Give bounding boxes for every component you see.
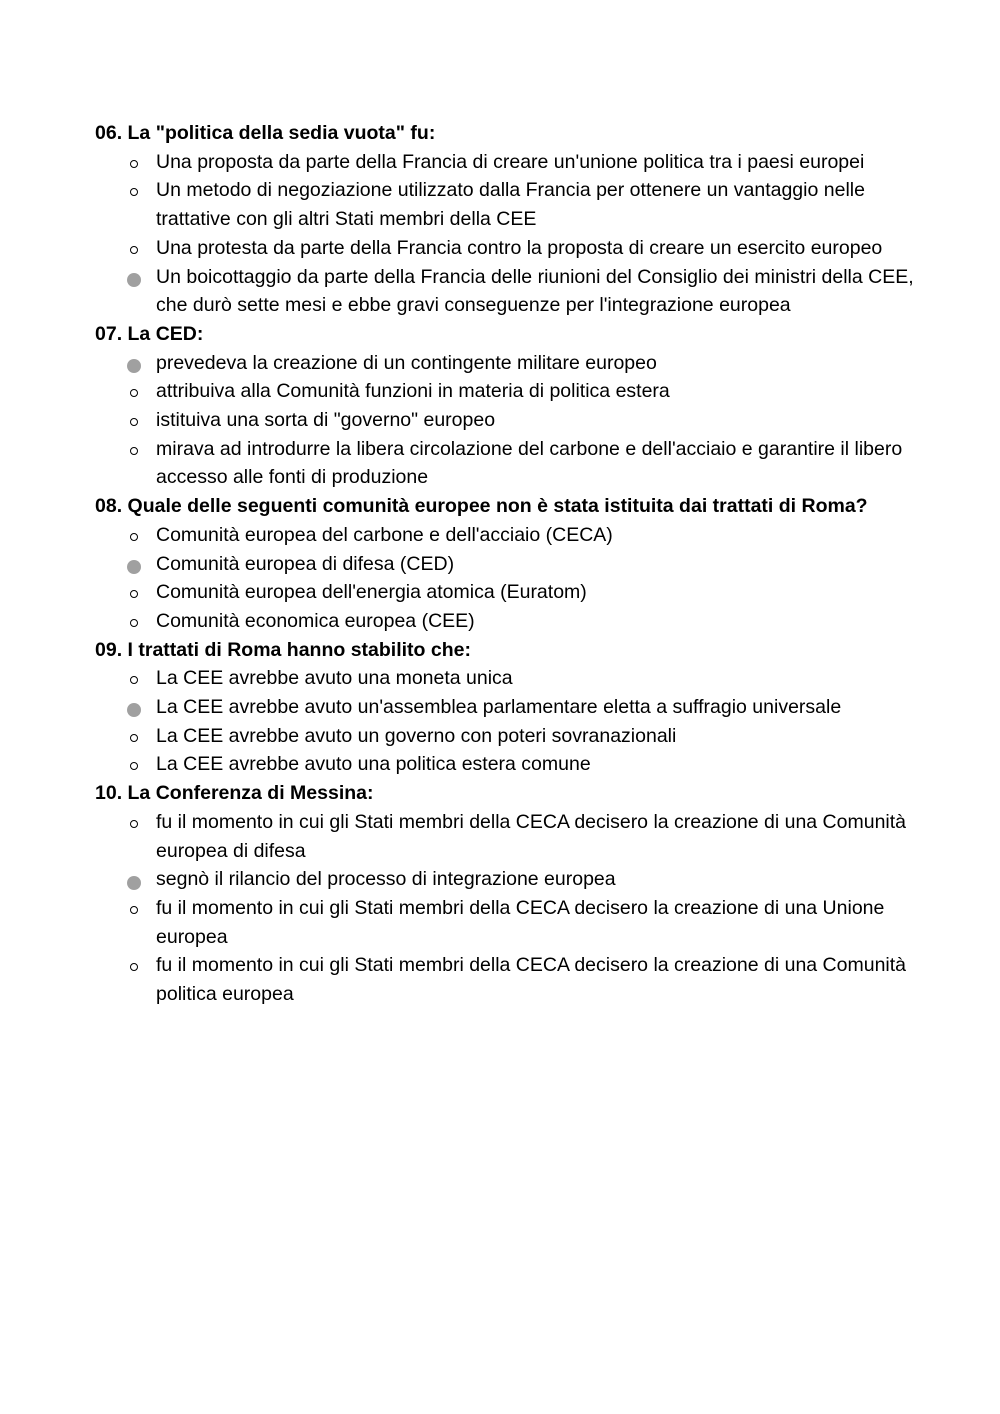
answer-option[interactable] [156,808,935,865]
radio-unselected-icon[interactable] [127,406,141,435]
radio-selected-icon[interactable] [127,693,141,722]
radio-unselected-icon[interactable] [127,722,141,751]
question-08 [95,492,935,636]
question-title: 07. La CED: [95,322,204,345]
radio-unselected-icon[interactable] [127,578,141,607]
answer-option-text: attribuiva alla Comunità funzioni in materia di politica estera [156,380,670,403]
options-list [95,808,935,1009]
answer-option-selected[interactable] [156,263,935,320]
radio-unselected-icon[interactable] [127,234,141,263]
answer-option-text: mirava ad introdurre la libera circolazione del carbone e dell'acciaio e garantire il libero accesso alle fonti di produzione [156,437,903,489]
answer-option-text: La CEE avrebbe avuto un'assemblea parlamentare eletta a suffragio universale [156,696,842,719]
answer-option-text: fu il momento in cui gli Stati membri della CECA decisero la creazione di una Comunità politica europea [156,954,907,1006]
answer-option-text: Una protesta da parte della Francia contro la proposta di creare un esercito europeo [156,236,883,259]
answer-option-text: La CEE avrebbe avuto una moneta unica [156,667,513,690]
answer-option[interactable] [156,722,935,751]
answer-option-text: istituiva una sorta di "governo" europeo [156,409,496,432]
radio-unselected-icon[interactable] [127,750,141,779]
answer-option[interactable] [156,750,935,779]
answer-option[interactable] [156,234,935,263]
answer-option-text: fu il momento in cui gli Stati membri della CECA decisero la creazione di una Unione europea [156,896,885,948]
answer-option[interactable] [156,894,935,951]
radio-unselected-icon[interactable] [127,176,141,205]
answer-option[interactable] [156,664,935,693]
answer-option-text: Un metodo di negoziazione utilizzato dalla Francia per ottenere un vantaggio nelle trattative con gli altri Stati membri della CEE [156,179,865,231]
answer-option-text: La CEE avrebbe avuto un governo con poteri sovranazionali [156,724,677,747]
answer-option[interactable] [156,521,935,550]
answer-option[interactable] [156,435,935,492]
radio-unselected-icon[interactable] [127,148,141,177]
answer-option-text: Comunità europea dell'energia atomica (Euratom) [156,581,587,604]
radio-unselected-icon[interactable] [127,894,141,923]
quiz-page [95,119,935,1009]
answer-option-selected[interactable] [156,865,935,894]
answer-option[interactable] [156,377,935,406]
options-list [95,148,935,320]
answer-option-text: fu il momento in cui gli Stati membri della CECA decisero la creazione di una Comunità europea di difesa [156,810,907,862]
radio-unselected-icon[interactable] [127,435,141,464]
radio-unselected-icon[interactable] [127,521,141,550]
radio-unselected-icon[interactable] [127,664,141,693]
answer-option-text: Un boicottaggio da parte della Francia delle riunioni del Consiglio dei ministri della CEE, che durò sette mesi e ebbe gravi conseguenze per l'integrazione europea [156,265,914,317]
question-title: 06. La "politica della sedia vuota" fu: [95,122,436,144]
question-title: 10. La Conferenza di Messina: [95,782,374,805]
options-list [95,521,935,636]
answer-option-selected[interactable] [156,550,935,579]
options-list [95,349,935,493]
options-list [95,664,935,779]
answer-option-text: La CEE avrebbe avuto una politica estera comune [156,753,591,776]
radio-unselected-icon[interactable] [127,607,141,636]
radio-unselected-icon[interactable] [127,377,141,406]
radio-selected-icon[interactable] [127,349,141,378]
answer-option[interactable] [156,406,935,435]
answer-option-text: prevedeva la creazione di un contingente militare europeo [156,351,657,374]
radio-selected-icon[interactable] [127,263,141,292]
answer-option-text: Comunità economica europea (CEE) [156,609,475,632]
question-title: 08. Quale delle seguenti comunità europee non è stata istituita dai trattati di Roma? [95,495,868,518]
answer-option-text: Una proposta da parte della Francia di creare un'unione politica tra i paesi europei [156,150,865,173]
answer-option[interactable] [156,148,935,177]
radio-unselected-icon[interactable] [127,951,141,980]
radio-unselected-icon[interactable] [127,808,141,837]
answer-option-selected[interactable] [156,693,935,722]
question-06 [95,119,935,320]
answer-option-selected[interactable] [156,349,935,378]
answer-option-text: Comunità europea del carbone e dell'acciaio (CECA) [156,523,613,546]
answer-option[interactable] [156,176,935,233]
answer-option[interactable] [156,578,935,607]
question-title: 09. I trattati di Roma hanno stabilito che: [95,638,471,661]
answer-option-text: Comunità europea di difesa (CED) [156,552,455,575]
question-09 [95,636,935,780]
question-10 [95,779,935,1009]
answer-option[interactable] [156,607,935,636]
radio-selected-icon[interactable] [127,865,141,894]
answer-option-text: segnò il rilancio del processo di integrazione europea [156,868,616,891]
radio-selected-icon[interactable] [127,550,141,579]
answer-option[interactable] [156,951,935,1008]
question-07 [95,320,935,492]
